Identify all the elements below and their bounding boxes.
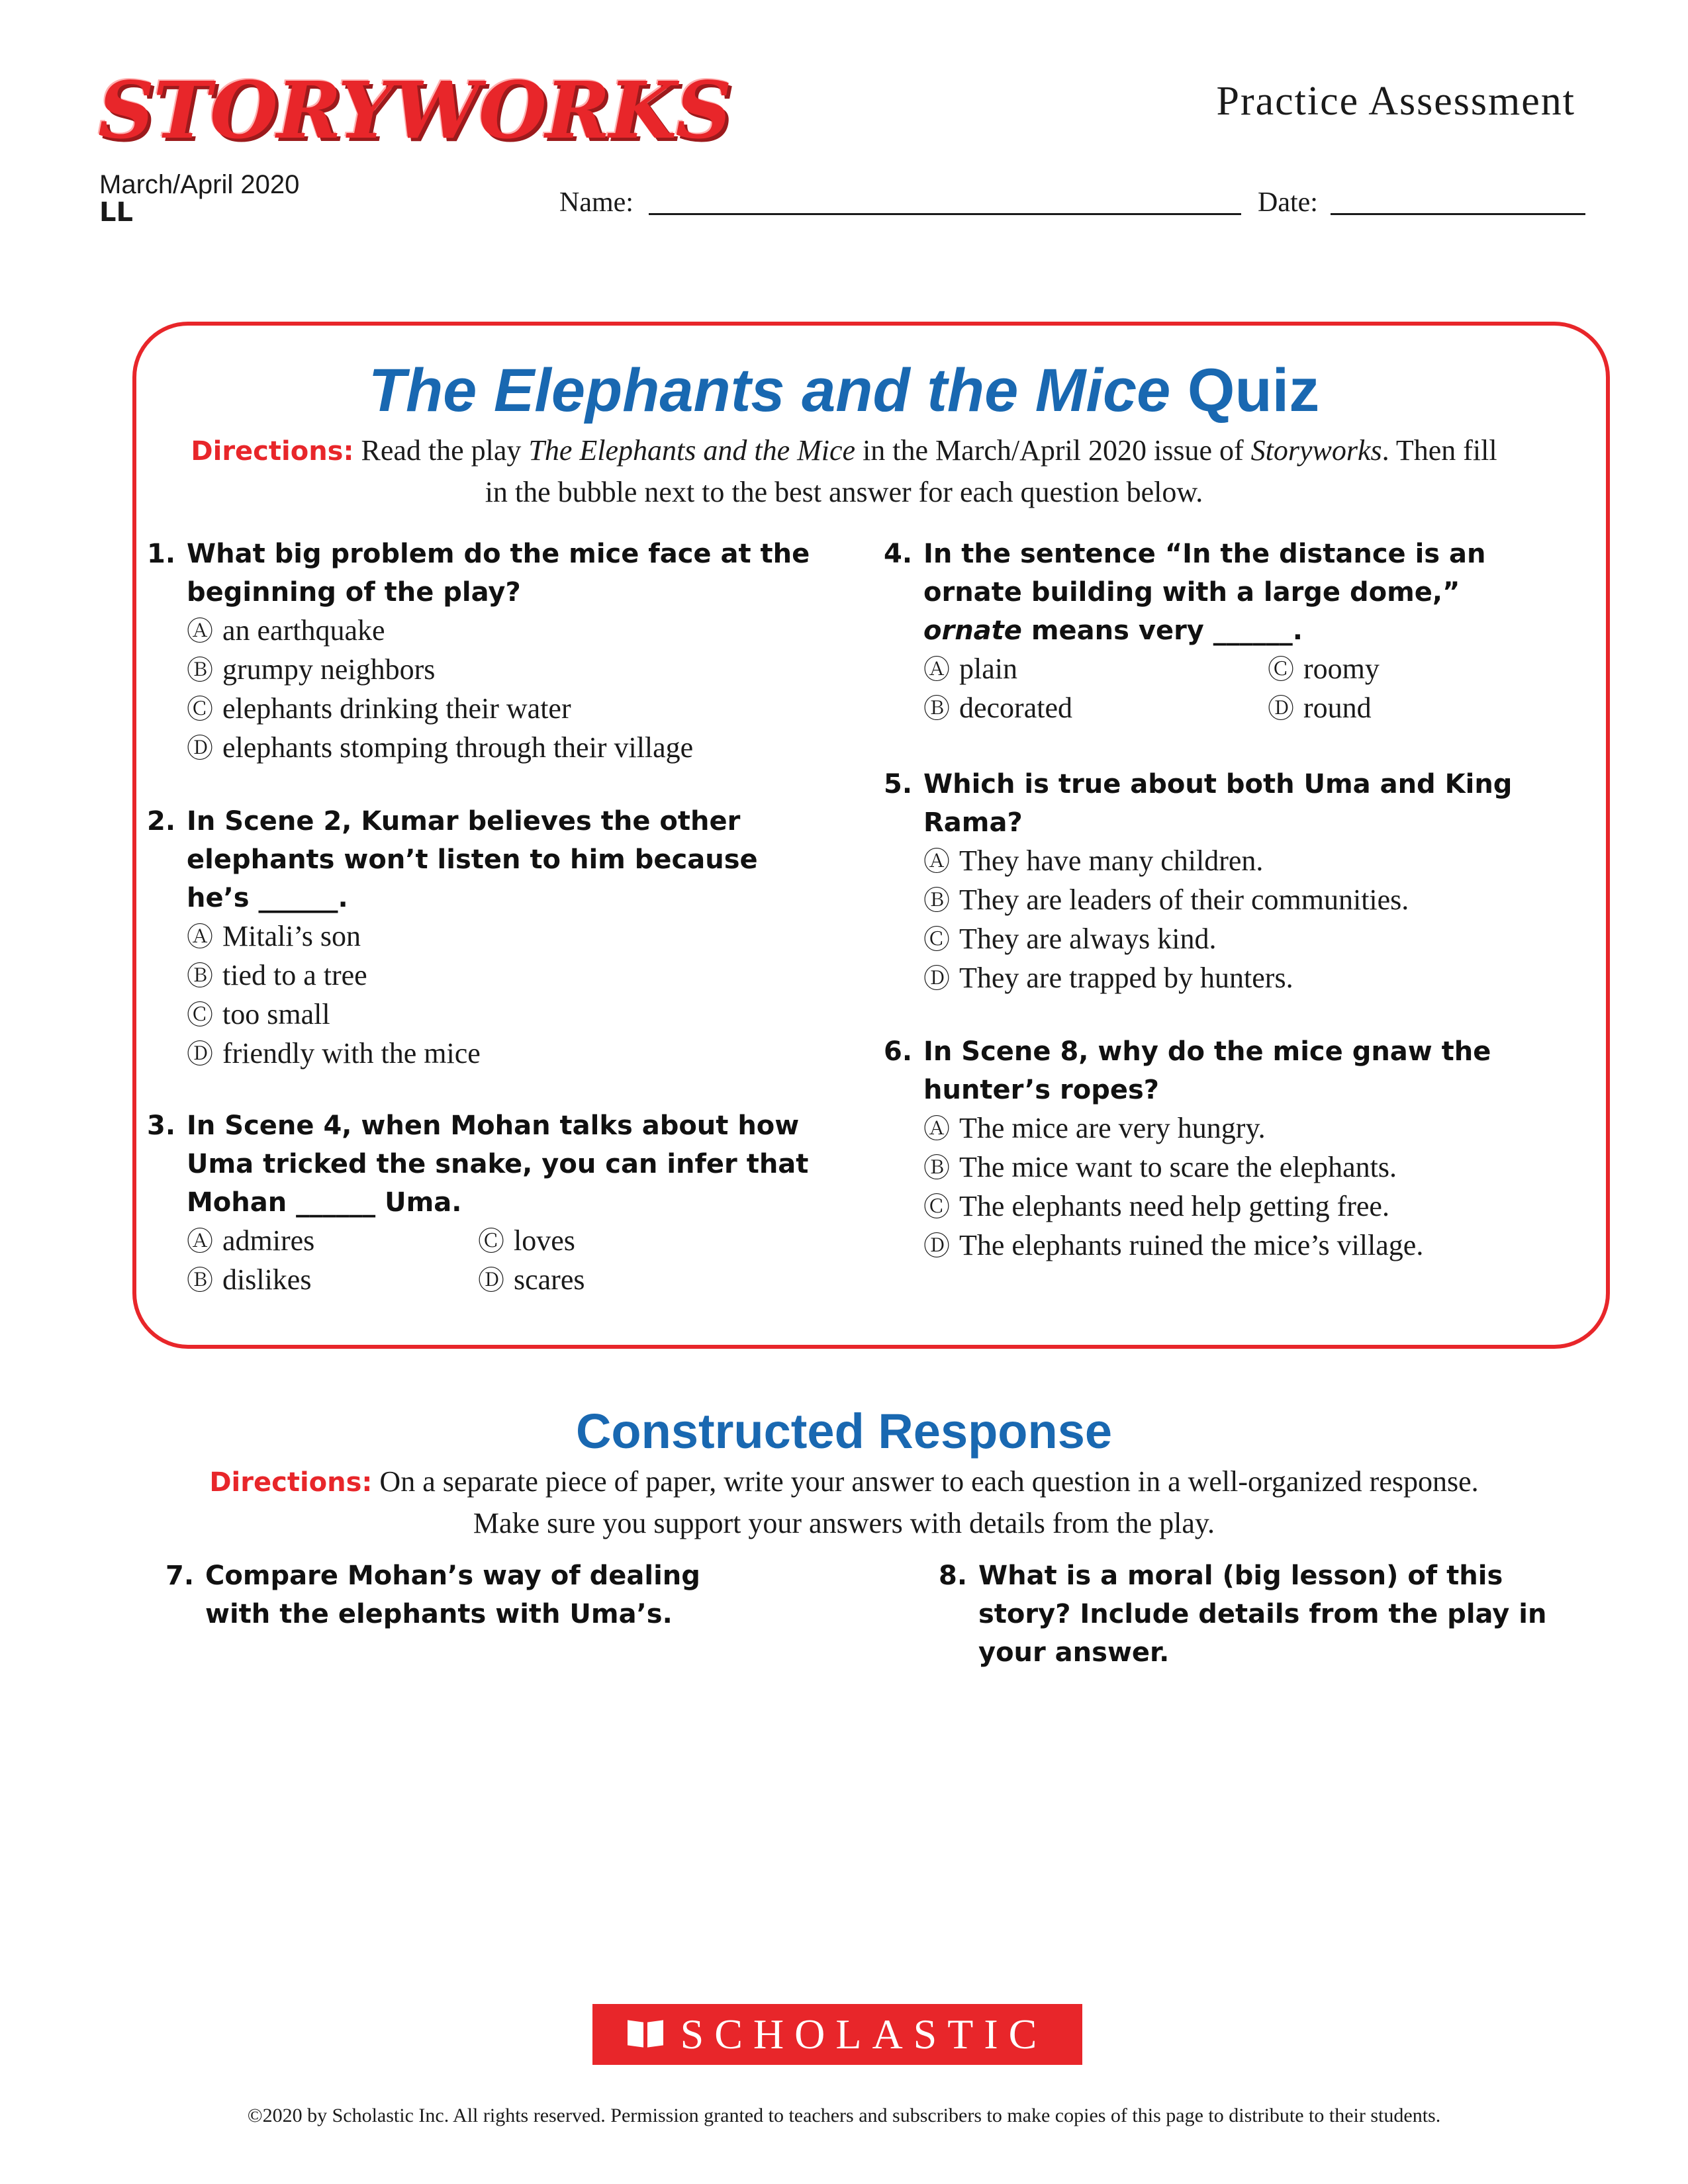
bubble-d-icon[interactable]: Ⓓ bbox=[478, 1265, 504, 1296]
option-text: roomy bbox=[1303, 653, 1380, 685]
bubble-a-icon[interactable]: Ⓐ bbox=[187, 1226, 213, 1257]
bubble-b-icon[interactable]: Ⓑ bbox=[923, 694, 950, 724]
directions-text: Read the play bbox=[353, 434, 529, 467]
option-text: The elephants need help getting free. bbox=[959, 1190, 1389, 1222]
question-3 bbox=[147, 1107, 822, 1300]
answer-option[interactable] bbox=[187, 612, 835, 651]
option-text: grumpy neighbors bbox=[222, 653, 436, 686]
option-text: They are trapped by hunters. bbox=[959, 962, 1293, 994]
answer-option[interactable] bbox=[187, 956, 822, 995]
constructed-directions bbox=[146, 1461, 1542, 1544]
directions-text: . Then fill bbox=[1382, 434, 1497, 467]
question-stem: What is a moral (big lesson) of this story? Include details from the play in your answer. bbox=[978, 1561, 1547, 1668]
scholastic-logo bbox=[592, 2004, 1082, 2065]
question-7 bbox=[165, 1557, 761, 1633]
name-field-line[interactable] bbox=[649, 213, 1241, 215]
option-text: The elephants ruined the mice’s village. bbox=[959, 1229, 1424, 1261]
answer-option[interactable] bbox=[923, 1187, 1519, 1226]
bubble-c-icon[interactable]: Ⓒ bbox=[923, 1192, 950, 1222]
publisher-name: SCHOLASTIC bbox=[680, 2011, 1048, 2058]
constructed-response-title: Constructed Response bbox=[575, 1404, 1113, 1459]
option-text: friendly with the mice bbox=[222, 1037, 481, 1069]
option-text: dislikes bbox=[222, 1263, 312, 1296]
question-2 bbox=[147, 802, 822, 1073]
date-label: Date: bbox=[1258, 187, 1318, 218]
answer-option[interactable] bbox=[923, 920, 1519, 959]
directions-line-2: Make sure you support your answers with details from the play. bbox=[473, 1507, 1215, 1539]
open-book-icon bbox=[628, 2021, 663, 2048]
bubble-a-icon[interactable]: Ⓐ bbox=[187, 616, 213, 647]
question-number: 2. bbox=[147, 806, 176, 837]
directions-magazine: Storyworks bbox=[1250, 434, 1382, 467]
option-text: scares bbox=[514, 1263, 585, 1296]
bubble-a-icon[interactable]: Ⓐ bbox=[187, 922, 213, 952]
option-text: too small bbox=[222, 998, 330, 1030]
quiz-title bbox=[0, 356, 1688, 426]
option-text: They have many children. bbox=[959, 844, 1264, 877]
question-stem: In Scene 8, why do the mice gnaw the hunter’s ropes? bbox=[923, 1036, 1491, 1105]
answer-option[interactable] bbox=[923, 881, 1519, 920]
bubble-c-icon[interactable]: Ⓒ bbox=[187, 1000, 213, 1030]
answer-option[interactable] bbox=[923, 1109, 1519, 1148]
issue-info bbox=[99, 171, 299, 226]
question-stem: In Scene 2, Kumar believes the other elephants won’t listen to him because he’s ______. bbox=[187, 806, 758, 913]
question-number: 4. bbox=[884, 539, 913, 569]
option-text: an earthquake bbox=[222, 614, 385, 647]
name-label: Name: bbox=[559, 187, 633, 218]
option-text: plain bbox=[959, 653, 1017, 685]
bubble-a-icon[interactable]: Ⓐ bbox=[923, 1114, 950, 1144]
quiz-directions bbox=[146, 430, 1542, 513]
bubble-d-icon[interactable]: Ⓓ bbox=[187, 1039, 213, 1069]
answer-option[interactable] bbox=[478, 1261, 769, 1300]
question-number: 1. bbox=[147, 539, 176, 569]
answer-option[interactable] bbox=[923, 689, 1268, 728]
answer-option[interactable] bbox=[187, 690, 835, 729]
question-stem bbox=[923, 539, 1486, 646]
stem-text: In the sentence “In the distance is an ornate building with a large dome,” bbox=[923, 539, 1486, 608]
directions-label: Directions: bbox=[191, 436, 354, 467]
storyworks-logo: STORYWORKS bbox=[98, 64, 731, 156]
stem-text: means very ______. bbox=[1021, 615, 1303, 646]
bubble-b-icon[interactable]: Ⓑ bbox=[923, 886, 950, 916]
directions-play-title: The Elephants and the Mice bbox=[528, 434, 856, 467]
option-text: The mice want to scare the elephants. bbox=[959, 1151, 1397, 1183]
reading-level: LL bbox=[99, 197, 133, 228]
bubble-b-icon[interactable]: Ⓑ bbox=[187, 1265, 213, 1296]
answer-option[interactable] bbox=[478, 1222, 769, 1261]
directions-text: in the March/April 2020 issue of bbox=[855, 434, 1251, 467]
copyright-notice: ©2020 by Scholastic Inc. All rights reserved. Permission granted to teachers and subscribers to make copies of this page to distribute to their students. bbox=[247, 2105, 1441, 2126]
bubble-b-icon[interactable]: Ⓑ bbox=[187, 961, 213, 991]
date-field-line[interactable] bbox=[1331, 213, 1585, 215]
stem-emphasis: ornate bbox=[923, 615, 1022, 646]
option-text: loves bbox=[514, 1224, 575, 1257]
answer-option[interactable] bbox=[187, 995, 822, 1034]
option-text: admires bbox=[222, 1224, 315, 1257]
question-stem: What big problem do the mice face at the beginning of the play? bbox=[187, 539, 810, 608]
answer-option[interactable] bbox=[187, 1261, 478, 1300]
bubble-a-icon[interactable]: Ⓐ bbox=[923, 655, 950, 685]
bubble-c-icon[interactable]: Ⓒ bbox=[187, 694, 213, 725]
option-text: decorated bbox=[959, 692, 1072, 724]
answer-option[interactable] bbox=[923, 959, 1519, 998]
assessment-title: Practice Assessment bbox=[1216, 79, 1575, 124]
option-text: tied to a tree bbox=[222, 959, 367, 991]
answer-option[interactable] bbox=[187, 1034, 822, 1073]
question-8 bbox=[939, 1557, 1568, 1672]
bubble-d-icon[interactable]: Ⓓ bbox=[923, 1231, 950, 1261]
answer-option[interactable] bbox=[187, 651, 835, 690]
bubble-d-icon[interactable]: Ⓓ bbox=[923, 964, 950, 994]
directions-text: On a separate piece of paper, write your answer to each question in a well-organized response. bbox=[372, 1465, 1479, 1498]
bubble-c-icon[interactable]: Ⓒ bbox=[1268, 655, 1294, 685]
issue-date: March/April 2020 bbox=[99, 170, 300, 199]
directions-line-2: in the bubble next to the best answer for each question below. bbox=[485, 476, 1203, 508]
answer-option[interactable] bbox=[923, 1148, 1519, 1187]
answer-option[interactable] bbox=[1268, 689, 1559, 728]
question-number: 6. bbox=[884, 1036, 913, 1067]
bubble-c-icon[interactable]: Ⓒ bbox=[923, 925, 950, 955]
answer-option[interactable] bbox=[923, 842, 1519, 881]
option-text: elephants drinking their water bbox=[222, 692, 571, 725]
bubble-a-icon[interactable]: Ⓐ bbox=[923, 846, 950, 877]
question-stem: In Scene 4, when Mohan talks about how Uma tricked the snake, you can infer that Mohan ______ Uma. bbox=[187, 1111, 809, 1218]
bubble-c-icon[interactable]: Ⓒ bbox=[478, 1226, 504, 1257]
answer-option[interactable] bbox=[1268, 650, 1559, 689]
bubble-b-icon[interactable]: Ⓑ bbox=[187, 655, 213, 686]
bubble-d-icon[interactable]: Ⓓ bbox=[1268, 694, 1294, 724]
question-number: 7. bbox=[165, 1561, 195, 1591]
question-6 bbox=[884, 1032, 1519, 1265]
option-text: round bbox=[1303, 692, 1372, 724]
question-stem: Compare Mohan’s way of dealing with the elephants with Uma’s. bbox=[205, 1561, 700, 1629]
directions-label: Directions: bbox=[209, 1467, 373, 1498]
answer-option[interactable] bbox=[187, 917, 822, 956]
bubble-d-icon[interactable]: Ⓓ bbox=[187, 733, 213, 764]
question-1 bbox=[147, 535, 835, 768]
question-4 bbox=[884, 535, 1559, 728]
option-text: They are always kind. bbox=[959, 923, 1217, 955]
option-text: They are leaders of their communities. bbox=[959, 884, 1409, 916]
option-text: The mice are very hungry. bbox=[959, 1112, 1266, 1144]
answer-option[interactable] bbox=[923, 650, 1268, 689]
question-5 bbox=[884, 765, 1519, 998]
question-number: 8. bbox=[939, 1561, 968, 1591]
quiz-title-italic: The Elephants and the Mice bbox=[368, 357, 1171, 424]
bubble-b-icon[interactable]: Ⓑ bbox=[923, 1153, 950, 1183]
quiz-title-rest: Quiz bbox=[1170, 357, 1320, 424]
question-number: 3. bbox=[147, 1111, 176, 1141]
option-text: elephants stomping through their village bbox=[222, 731, 694, 764]
answer-option[interactable] bbox=[187, 1222, 478, 1261]
answer-option[interactable] bbox=[923, 1226, 1519, 1265]
answer-option[interactable] bbox=[187, 729, 835, 768]
option-text: Mitali’s son bbox=[222, 920, 361, 952]
question-number: 5. bbox=[884, 769, 913, 799]
question-stem: Which is true about both Uma and King Rama? bbox=[923, 769, 1513, 838]
